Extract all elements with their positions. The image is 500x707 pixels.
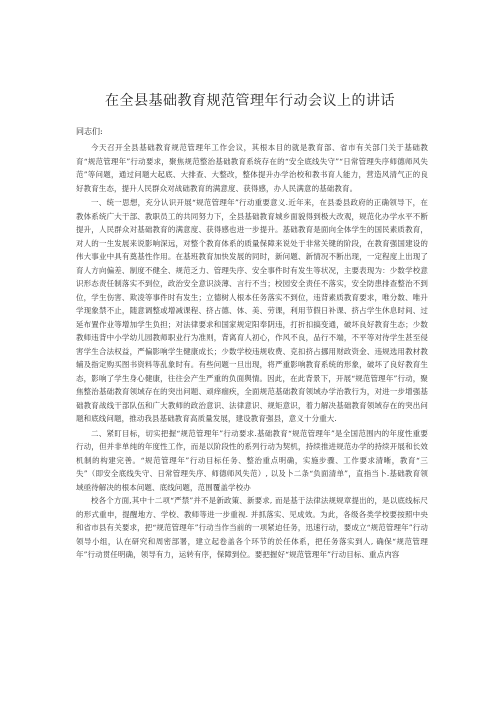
paragraph-section-one: 一、统一思想，充分认识开展“规范管理年”行动重要意义.近年来，在县委县政府的正确领导下，在教体系统广大干部、教职员工的共同努力下，全县基础教育城乡面貌得到极大改观，规范化办学水平不断提升，人民群众对基础教育的满意度、获得感也进一步提升。基础教育是面向全体学生的国民素质教育，对人的一生发展来说影响深远，对整个教育体系的质量保障来说处于非常关键的阶段，在教育强国建设的伟大事业中具有奠基性作用。在基班教育加快发展的同时，新问题、新情况不断出现，一定程度上出现了育人方向偏差、制度不健全、规范乏力、管理失序、安全事件时有发生等状况，主要表现为：少数学校意识形态责任制落实不到位，政治安全意识淡薄、言行不当；校园安全责任不落实，安全防患排查整治不到位，学生伤害、欺凌等事件时有发生；立德树人根本任务落实不到位，违背素质教育要求，唯分数、唯升学现象禁不止，随意调整或增减课程、挤占德、体、美、劳课，利用节假日补课、挤占学生休息时间、过延布置作业等增加学生负担；对法律要求和国家规定阳奉阴违，打折扣搞变通，破坏良好教育生态；少数教师违背中小学幼儿园教师职业行为准则，背离育人初心，作风不良，品行不端，不平等对待学生甚至侵害学生合法权益，严偏影响学生健康成长；少数学校违规收费、克扣挤占挪用财政资金、违规选用教材教辅及指定购买图书资料等乱象时有。有些问题一旦出现，将严重影响教育系统的形象，破坏了良好教育生态，影响了学生身心健康，往往会产生严重的负面舆情。因此，在此背景下，开展“规范管理年”行动，聚焦整治基础教育领域存在的突出问题、顽痒痼疾，全面规范基础教育领域办学治教行为，对进一步增强基础教育战线干部队伍和广大教师的政治意识、法律意识、规矩意识，着力解决基础教育领域存在的突出问题和底线问题，推动我县基础教育高质量发展，建设教育强县，意义十分重大. bbox=[76, 198, 428, 423]
paragraph-intro: 今天召开全县基础教育规范管理年工作会议，其根本目的就是教育部、省市有关部门关于基础教育“规范管理年”行动要求，聚焦规范整治基础教育系统存在的“安全底线失守”“日常管理失序师德师风失范”等问题，通过问题大起底、大排查、大整改，整体提升办学治校和教书育人能力，营造风清气正的良好教育生态，提升人民群众对战础教育的满意度、获得感，办人民满意的基础教育。 bbox=[76, 143, 428, 193]
document-body bbox=[76, 141, 428, 562]
paragraph-section-two-continued: 校各个方面,其中十二项“严禁”并不是新政策、新要求, 而是基于法律法规规章提出的，是以底线标尺的形式重申，提醒地方、学校、教师等进一步重视. 并抓落实、见成效。为此，各级各类学校要按照中央和省市县有关要求，把“规范管理年”行动当作当前的一项紧迫任务，迅速行动，要成立“规范管理年”行动领导小组，认在研究和周密部署，建立起卷盖各个环节的於任体系，把任务落实到人, 确保“规范管理年”行动贯任明确，领导有力，运转有序，保障到位。要把握好“规范管理年”行动目标、重点内容 bbox=[76, 496, 428, 559]
document-title: 在全县基础教育规范管理年行动会议上的讲话 bbox=[105, 93, 395, 109]
paragraph-section-two: 二、紧盯目标，切实把握“规范管理年”行动要求.基础教育“规范管理年”是全国范围内的年度性重要行动，但并非单纯的年度性工作，而是以阶段性的系列行动为契机，持续推进规范办学的持续开展和长效机制的构建完善。“规范管理年”行动目标任务、整治重点明确，实施步骤、工作要求清晰，教育“三失”（即安全底线失守、日常管理失序、师德师风失范）, 以及卜二条“负面清单”，直指当卜.基础教育领域亟待解决的根本问题、底线问题，范围覆盖学校办 bbox=[76, 428, 428, 492]
salutation: 同志们: bbox=[76, 127, 103, 136]
